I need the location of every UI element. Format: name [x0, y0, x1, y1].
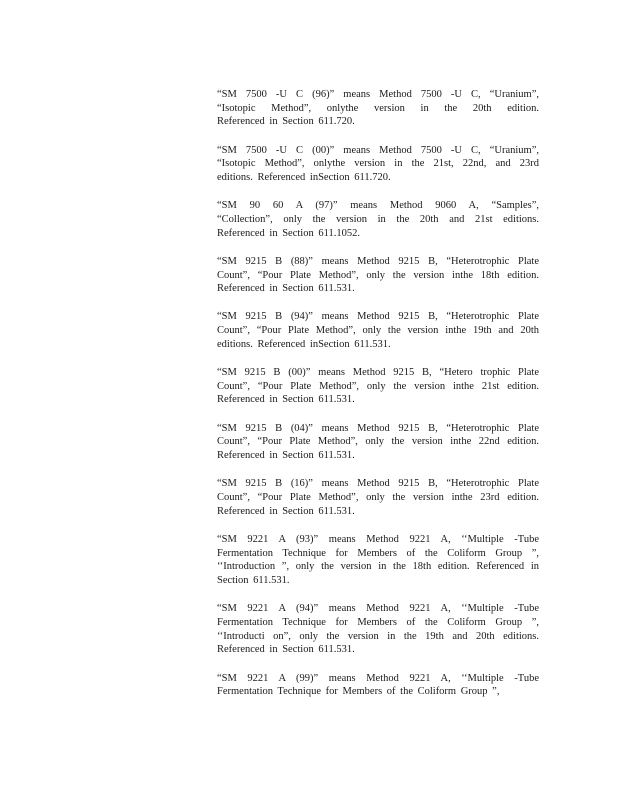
entry-line: Section 611.531.	[217, 574, 290, 586]
entry-line: “Isotopic Method”, onlythe version in the 21st, 22nd, and 23rd	[217, 158, 539, 170]
entry-line: “SM 9215 B (04)” means Method 9215 B, “Heterotrophic Plate	[217, 422, 539, 434]
definition-entry	[217, 88, 539, 129]
entry-line: “SM 9215 B (94)” means Method 9215 B, “Heterotrophic Plate	[217, 311, 539, 323]
definitions-text-block	[217, 88, 539, 713]
entry-line: Referenced in Section 611.531.	[217, 644, 355, 656]
entry-line: “SM 9215 B (16)” means Method 9215 B, “Heterotrophic Plate	[217, 478, 539, 490]
entry-line: Referenced in Section 611.531.	[217, 283, 355, 295]
entry-line: editions. Referenced inSection 611.531.	[217, 338, 391, 350]
entry-line: “Isotopic Method”, onlythe version in the 20th edition.	[217, 102, 539, 114]
definition-entry	[217, 144, 539, 185]
entry-line: “SM 9215 B (88)” means Method 9215 B, “Heterotrophic Plate	[217, 255, 539, 267]
entry-line: “SM 9215 B (00)” means Method 9215 B, “Hetero trophic Plate	[217, 367, 539, 379]
entry-line: Count”, “Pour Plate Method”, only the version inthe 18th edition.	[217, 269, 539, 281]
definition-entry	[217, 602, 539, 657]
definition-entry	[217, 533, 539, 588]
entry-line: ‘‘Introduction ”, only the version in the 18th edition. Referenced in	[217, 561, 539, 573]
definition-entry	[217, 310, 539, 351]
entry-line: “SM 9221 A (93)” means Method 9221 A, ‘‘Multiple -Tube	[217, 533, 539, 545]
entry-line: Referenced in Section 611.531.	[217, 394, 355, 406]
entry-line: Count”, “Pour Plate Method”, only the version inthe 19th and 20th	[217, 325, 539, 337]
entry-line: “SM 90 60 A (97)” means Method 9060 A, “Samples”,	[217, 200, 539, 212]
entry-line: Fermentation Technique for Members of the Coliform Group ”,	[217, 686, 500, 698]
entry-line: Referenced in Section 611.1052.	[217, 227, 360, 239]
entry-line: Count”, “Pour Plate Method”, only the version inthe 22nd edition.	[217, 436, 539, 448]
definition-entry	[217, 672, 539, 699]
entry-line: Count”, “Pour Plate Method”, only the version inthe 21st edition.	[217, 380, 539, 392]
entry-line: Fermentation Technique for Members of the Coliform Group ”,	[217, 547, 539, 559]
entry-line: Referenced in Section 611.720.	[217, 116, 355, 128]
entry-line: Fermentation Technique for Members of the Coliform Group ”,	[217, 616, 539, 628]
definition-entry	[217, 422, 539, 463]
entry-line: editions. Referenced inSection 611.720.	[217, 172, 391, 184]
entry-line: “SM 7500 -U C (96)” means Method 7500 -U C, “Uranium”,	[217, 89, 539, 100]
entry-line: Referenced in Section 611.531.	[217, 450, 355, 462]
definition-entry	[217, 199, 539, 240]
definition-entry	[217, 255, 539, 296]
entry-line: ‘‘Introducti on”, only the version in the 19th and 20th editions.	[217, 630, 539, 642]
entry-line: “Collection”, only the version in the 20th and 21st editions.	[217, 213, 539, 225]
definition-entry	[217, 366, 539, 407]
entry-line: “SM 7500 -U C (00)” means Method 7500 -U C, “Uranium”,	[217, 144, 539, 156]
entry-line: “SM 9221 A (94)” means Method 9221 A, ‘‘Multiple -Tube	[217, 603, 539, 615]
entry-line: Referenced in Section 611.531.	[217, 505, 355, 517]
definition-entry	[217, 477, 539, 518]
entry-line: “SM 9221 A (99)” means Method 9221 A, ‘‘Multiple -Tube	[217, 672, 539, 684]
entry-line: Count”, “Pour Plate Method”, only the version inthe 23rd edition.	[217, 491, 539, 503]
